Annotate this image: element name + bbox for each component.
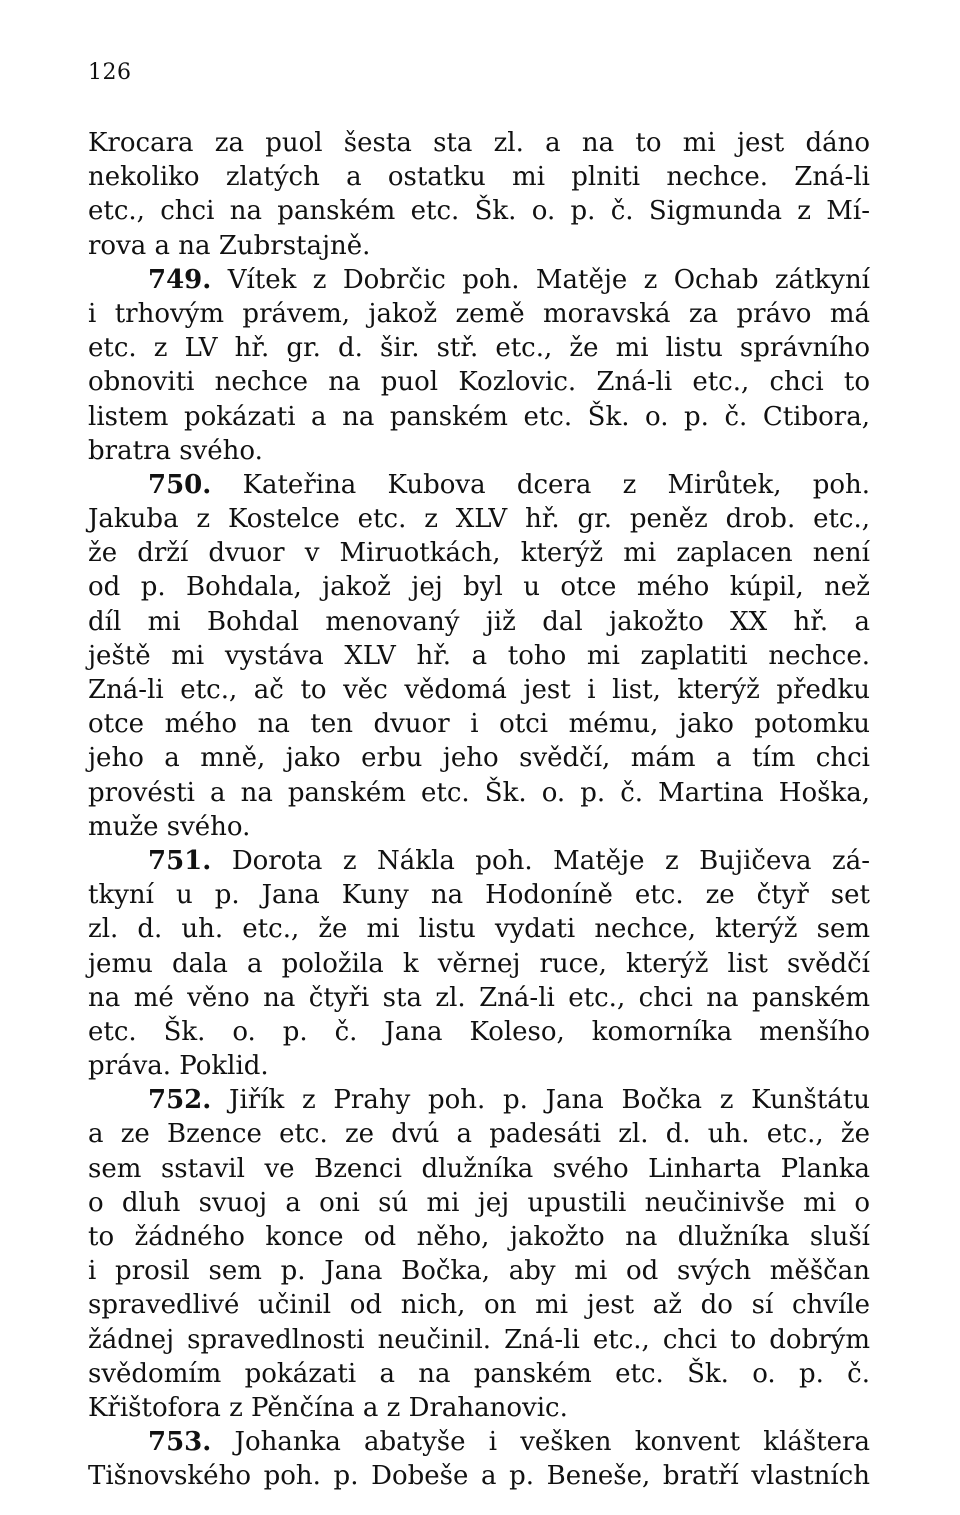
line-text: listem pokázati a na panském etc. Šk. o. p. č. Ctibora, bbox=[88, 401, 870, 432]
text-line bbox=[88, 570, 870, 604]
entry-number: 752. bbox=[148, 1085, 212, 1116]
line-text: ještě mi vystáva XLV hř. a toho mi zaplatiti nechce. bbox=[88, 640, 870, 671]
text-line bbox=[88, 1357, 870, 1391]
line-text: muže svého. bbox=[88, 811, 251, 842]
text-line bbox=[88, 605, 870, 639]
line-text: etc., chci na panském etc. Šk. o. p. č. Sigmunda z Mí- bbox=[88, 196, 870, 227]
text-line bbox=[88, 1254, 870, 1288]
line-text: Dorota z Nákla poh. Matěje z Bujičeva zá- bbox=[231, 845, 870, 876]
line-text: o dluh svuoj a oni sú mi jej upustili neučinivše mi o bbox=[88, 1187, 870, 1218]
line-text: a ze Bzence etc. ze dvú a padesáti zl. d. uh. etc., že bbox=[88, 1119, 870, 1150]
line-text: Zná-li etc., ač to věc vědomá jest i list, kterýž předku bbox=[88, 675, 870, 705]
line-text: Vítek z Dobrčic poh. Matěje z Ochab zátkyní bbox=[227, 264, 870, 295]
line-text: jemu dala a položila k věrnej ruce, kterýž list svědčí bbox=[88, 948, 870, 979]
text-line bbox=[88, 1152, 870, 1186]
text-line bbox=[88, 194, 870, 228]
entry-start-line bbox=[88, 1083, 870, 1117]
line-text: zl. d. uh. etc., že mi listu vydati nechce, kterýž sem bbox=[88, 914, 870, 945]
text-line bbox=[88, 536, 870, 570]
entry-number: 751. bbox=[148, 845, 212, 876]
line-text: i trhovým právem, jakož země moravská za právo má bbox=[88, 298, 870, 329]
text-line bbox=[88, 673, 870, 707]
entry-number: 749. bbox=[148, 264, 212, 295]
line-text: na mé věno na čtyři sta zl. Zná-li etc., chci na panském bbox=[88, 982, 870, 1013]
line-text: bratra svého. bbox=[88, 435, 263, 466]
text-line bbox=[88, 1459, 870, 1493]
line-text: sem sstavil ve Bzenci dlužníka svého Linharta Planka bbox=[88, 1153, 870, 1184]
line-text: svědomím pokázati a na panském etc. Šk. o. p. č. bbox=[88, 1358, 870, 1389]
text-line bbox=[88, 160, 870, 194]
entry-start-line bbox=[88, 844, 870, 878]
text-line bbox=[88, 1391, 870, 1425]
text-line bbox=[88, 947, 870, 981]
line-text: i prosil sem p. Jana Bočka, aby mi od svých měščan bbox=[88, 1256, 870, 1287]
line-text: Tišnovského poh. p. Dobeše a p. Beneše, bratří vlastních bbox=[88, 1461, 870, 1492]
line-text: rova a na Zubrstajně. bbox=[88, 230, 371, 261]
line-text: Křištofora z Pěnčína a z Drahanovic. bbox=[88, 1392, 568, 1423]
line-text: otce mého na ten dvuor i otci mému, jako potomku bbox=[88, 709, 870, 740]
line-text: obnoviti nechce na puol Kozlovic. Zná-li etc., chci to bbox=[88, 367, 870, 398]
text-line bbox=[88, 365, 870, 399]
text-line bbox=[88, 912, 870, 946]
line-text: nekoliko zlatých a ostatku mi plniti nechce. Zná-li bbox=[88, 162, 870, 193]
line-text: Krocara za puol šesta sta zl. a na to mi jest dáno bbox=[88, 128, 870, 158]
line-text: jeho a mně, jako erbu jeho svědčí, mám a tím chci bbox=[88, 743, 870, 774]
line-text: Jakuba z Kostelce etc. z XLV hř. gr. peněz drob. etc., bbox=[88, 504, 870, 535]
text-line bbox=[88, 639, 870, 673]
text-line bbox=[88, 1323, 870, 1357]
text-line bbox=[88, 331, 870, 365]
line-text: Kateřina Kubova dcera z Mirůtek, poh. bbox=[242, 469, 871, 500]
line-text: žádnej spravedlnosti neučinil. Zná-li etc., chci to dobrým bbox=[88, 1324, 870, 1355]
text-line bbox=[88, 981, 870, 1015]
line-text: Johanka abatyše i vešken konvent kláštera bbox=[234, 1427, 870, 1458]
text-line bbox=[88, 1288, 870, 1322]
line-text: díl mi Bohdal menovaný již dal jakožto XX hř. a bbox=[88, 606, 870, 637]
entry-start-line bbox=[88, 468, 870, 502]
line-text: Jiřík z Prahy poh. p. Jana Bočka z Kunštátu bbox=[229, 1085, 871, 1116]
line-text: že drží dvuor v Miruotkách, kterýž mi zaplacen není bbox=[88, 538, 870, 569]
text-line bbox=[88, 878, 870, 912]
text-line bbox=[88, 1049, 870, 1083]
body-text bbox=[88, 126, 870, 1494]
text-line bbox=[88, 400, 870, 434]
line-text: práva. Poklid. bbox=[88, 1051, 269, 1082]
text-line bbox=[88, 126, 870, 160]
text-line bbox=[88, 1186, 870, 1220]
text-line bbox=[88, 1015, 870, 1049]
text-line bbox=[88, 776, 870, 810]
text-line bbox=[88, 1117, 870, 1151]
text-line bbox=[88, 434, 870, 468]
line-text: tkyní u p. Jana Kuny na Hodoníně etc. ze čtyř set bbox=[88, 880, 870, 911]
entry-number: 750. bbox=[148, 469, 212, 500]
text-line bbox=[88, 741, 870, 775]
text-line bbox=[88, 297, 870, 331]
text-line bbox=[88, 707, 870, 741]
entry-number: 753. bbox=[148, 1427, 212, 1458]
text-line bbox=[88, 1220, 870, 1254]
line-text: spravedlivé učinil od nich, on mi jest až do sí chvíle bbox=[88, 1290, 870, 1321]
page-number: 126 bbox=[88, 60, 132, 85]
line-text: od p. Bohdala, jakož jej byl u otce mého kúpil, než bbox=[88, 572, 870, 603]
text-line bbox=[88, 502, 870, 536]
entry-start-line bbox=[88, 1425, 870, 1459]
line-text: to žádného konce od něho, jakožto na dlužníka sluší bbox=[88, 1222, 870, 1252]
line-text: etc. z LV hř. gr. d. šir. stř. etc., že mi listu správního bbox=[88, 333, 870, 364]
text-line bbox=[88, 810, 870, 844]
line-text: provésti a na panském etc. Šk. o. p. č. Martina Hoška, bbox=[88, 777, 870, 808]
line-text: etc. Šk. o. p. č. Jana Koleso, komorníka menšího bbox=[88, 1016, 870, 1047]
text-line bbox=[88, 229, 870, 263]
entry-start-line bbox=[88, 263, 870, 297]
